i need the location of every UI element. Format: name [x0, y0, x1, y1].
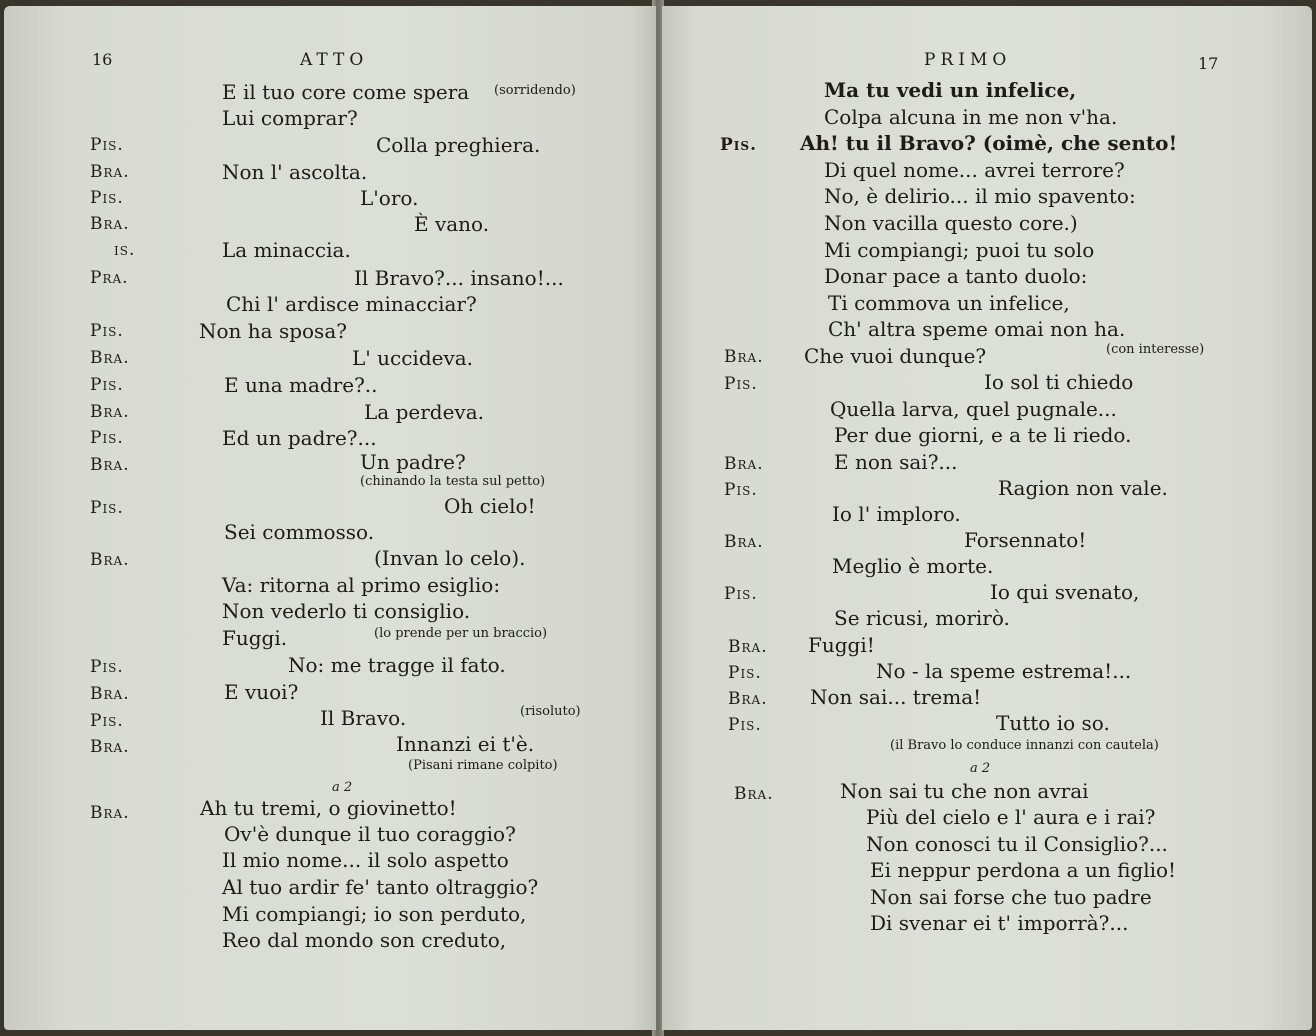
- verse-line: Lui comprar?: [222, 106, 358, 130]
- a-due-marker: a 2: [332, 780, 353, 795]
- verse-line: Non vederlo ti consiglio.: [222, 599, 471, 623]
- speaker-label: Bra.: [90, 550, 130, 570]
- verse-line: Ah tu tremi, o giovinetto!: [200, 796, 457, 820]
- speaker-label: Bra.: [90, 803, 130, 823]
- stage-direction: (con interesse): [1106, 342, 1205, 357]
- verse-line: La minaccia.: [222, 238, 351, 262]
- verse-line: Ov'è dunque il tuo coraggio?: [224, 822, 516, 846]
- verse-line: Non l' ascolta.: [222, 160, 368, 184]
- left-page: [4, 6, 656, 1030]
- verse-line: E una madre?..: [224, 373, 378, 397]
- verse-line: Ch' altra speme omai non ha.: [828, 317, 1126, 341]
- verse-line: Fuggi!: [808, 633, 875, 657]
- verse-line: Ma tu vedi un infelice,: [824, 78, 1077, 102]
- stage-direction: (Pisani rimane colpito): [408, 758, 558, 773]
- verse-line: No: me tragge il fato.: [288, 653, 506, 677]
- speaker-label: Pis.: [90, 657, 124, 677]
- speaker-label: Bra.: [90, 737, 130, 757]
- verse-line: Non sai forse che tuo padre: [870, 885, 1152, 909]
- speaker-label: Pis.: [724, 374, 758, 394]
- verse-line: Chi l' ardisce minacciar?: [226, 292, 477, 316]
- speaker-label: Pis.: [90, 498, 124, 518]
- verse-line: Un padre?: [360, 450, 466, 474]
- a-due-marker: a 2: [970, 761, 991, 776]
- speaker-label: Bra.: [90, 162, 130, 182]
- speaker-label: Bra.: [734, 784, 774, 804]
- speaker-label: Pis.: [90, 135, 124, 155]
- page-number: 17: [1198, 54, 1219, 73]
- verse-line: Ei neppur perdona a un figlio!: [870, 858, 1177, 882]
- stage-direction: (il Bravo lo conduce innanzi con cautela): [890, 738, 1159, 753]
- verse-line: Mi compiangi; puoi tu solo: [824, 238, 1095, 262]
- verse-line: L'oro.: [360, 186, 419, 210]
- verse-line: Non sai tu che non avrai: [840, 779, 1089, 803]
- running-header: ATTO: [300, 50, 369, 70]
- verse-line: Il Bravo?... insano!...: [354, 266, 564, 290]
- verse-line: Va: ritorna al primo esiglio:: [222, 573, 501, 597]
- speaker-label: Pis.: [90, 375, 124, 395]
- speaker-label: Bra.: [90, 348, 130, 368]
- verse-line: Ragion non vale.: [998, 476, 1168, 500]
- verse-line: Colpa alcuna in me non v'ha.: [824, 105, 1118, 129]
- verse-line: Tutto io so.: [996, 711, 1110, 735]
- verse-line: Di quel nome... avrei terrore?: [824, 158, 1125, 182]
- verse-line: Sei commosso.: [224, 520, 375, 544]
- running-header: PRIMO: [924, 50, 1012, 70]
- page-number: 16: [92, 50, 113, 69]
- stage-direction: (chinando la testa sul petto): [360, 474, 546, 489]
- verse-line: Al tuo ardir fe' tanto oltraggio?: [222, 875, 539, 899]
- verse-line: Colla preghiera.: [376, 133, 541, 157]
- verse-line: Reo dal mondo son creduto,: [222, 928, 507, 952]
- verse-line: Più del cielo e l' aura e i rai?: [866, 805, 1156, 829]
- verse-line: No, è delirio... il mio spavento:: [824, 184, 1136, 208]
- verse-line: Se ricusi, morirò.: [834, 606, 1010, 630]
- speaker-label: Bra.: [724, 347, 764, 367]
- speaker-label: Pis.: [90, 188, 124, 208]
- speaker-label: Bra.: [90, 402, 130, 422]
- speaker-label: Pis.: [728, 663, 762, 683]
- verse-line: E il tuo core come spera: [222, 80, 470, 104]
- stage-direction: (risoluto): [520, 704, 581, 719]
- verse-line: Non ha sposa?: [199, 319, 347, 343]
- verse-line: Ed un padre?...: [222, 426, 377, 450]
- speaker-label: Pis.: [90, 428, 124, 448]
- speaker-label: Pis.: [90, 321, 124, 341]
- verse-line: Ah! tu il Bravo? (oimè, che sento!: [800, 131, 1178, 155]
- speaker-label: Pra.: [90, 268, 129, 288]
- verse-line: Di svenar ei t' imporrà?...: [870, 911, 1129, 935]
- speaker-label: Bra.: [724, 454, 764, 474]
- verse-line: Oh cielo!: [444, 494, 536, 518]
- speaker-label: Bra.: [728, 637, 768, 657]
- verse-line: Donar pace a tanto duolo:: [824, 264, 1088, 288]
- verse-line: Per due giorni, e a te li riedo.: [834, 423, 1132, 447]
- speaker-label: Pis.: [728, 715, 762, 735]
- verse-line: Il Bravo.: [320, 706, 407, 730]
- verse-line: Ti commova un infelice,: [828, 291, 1070, 315]
- verse-line: Non vacilla questo core.): [824, 211, 1078, 235]
- verse-line: La perdeva.: [364, 400, 484, 424]
- verse-line: Quella larva, quel pugnale...: [830, 397, 1117, 421]
- speaker-label: Bra.: [90, 684, 130, 704]
- speaker-label: Bra.: [90, 455, 130, 475]
- speaker-label: Pis.: [724, 480, 758, 500]
- speaker-label: Pis.: [720, 135, 757, 155]
- verse-line: Il mio nome... il solo aspetto: [222, 848, 509, 872]
- stage-direction: (lo prende per un braccio): [374, 626, 548, 641]
- verse-line: Non sai... trema!: [810, 685, 982, 709]
- verse-line: Meglio è morte.: [832, 554, 994, 578]
- speaker-label: is.: [114, 240, 136, 260]
- speaker-label: Bra.: [724, 532, 764, 552]
- verse-line: Non conosci tu il Consiglio?...: [866, 832, 1168, 856]
- verse-line: E non sai?...: [834, 450, 958, 474]
- verse-line: Forsennato!: [964, 528, 1087, 552]
- verse-line: Io sol ti chiedo: [984, 370, 1134, 394]
- verse-line: Fuggi.: [222, 626, 288, 650]
- verse-line: (Invan lo celo).: [374, 546, 526, 570]
- verse-line: Innanzi ei t'è.: [396, 732, 535, 756]
- speaker-label: Bra.: [728, 689, 768, 709]
- verse-line: Mi compiangi; io son perduto,: [222, 902, 527, 926]
- verse-line: È vano.: [414, 212, 490, 236]
- right-page: [662, 6, 1312, 1030]
- stage-direction: (sorridendo): [494, 83, 576, 98]
- speaker-label: Pis.: [724, 584, 758, 604]
- verse-line: No - la speme estrema!...: [876, 659, 1132, 683]
- verse-line: Io l' imploro.: [832, 502, 961, 526]
- speaker-label: Bra.: [90, 214, 130, 234]
- verse-line: E vuoi?: [224, 680, 299, 704]
- speaker-label: Pis.: [90, 711, 124, 731]
- verse-line: Che vuoi dunque?: [804, 344, 987, 368]
- verse-line: L' uccideva.: [352, 346, 474, 370]
- verse-line: Io qui svenato,: [990, 580, 1140, 604]
